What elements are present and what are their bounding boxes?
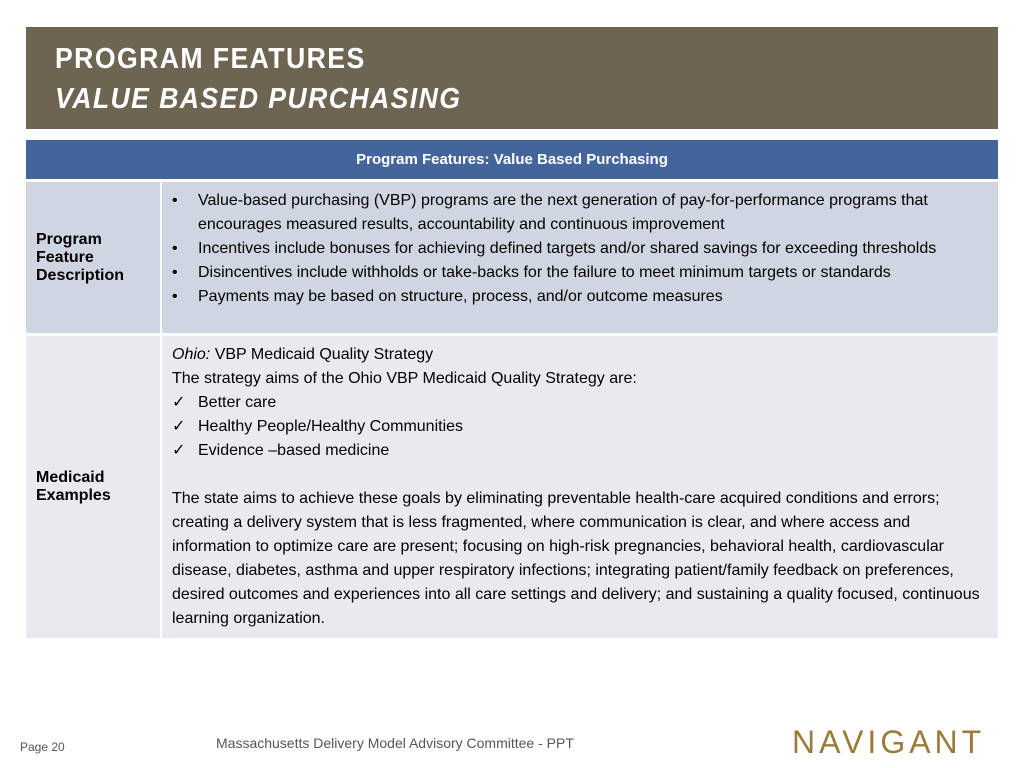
row-label: Program Feature Description (26, 182, 162, 333)
navigant-logo: NAVIGANT (792, 724, 986, 760)
list-item: • Payments may be based on structure, process, and/or outcome measures (172, 288, 723, 305)
row-label: Medicaid Examples (26, 336, 162, 638)
features-table (26, 137, 998, 641)
table-row (26, 182, 998, 333)
table-row (26, 336, 998, 638)
slide-title: PROGRAM FEATURES (55, 43, 366, 75)
table-header: Program Features: Value Based Purchasing (26, 140, 998, 179)
state-name: Ohio: (172, 346, 211, 363)
list-item: • Disincentives include withholds or take-backs for the failure to meet minimum targets or standards (172, 264, 891, 281)
title-bar (26, 27, 998, 129)
slide-subtitle: VALUE BASED PURCHASING (55, 83, 462, 115)
check-icon: ✓ (172, 442, 186, 459)
footer-text: Massachusetts Delivery Model Advisory Committee - PPT (216, 735, 574, 751)
check-item: ✓ Better care (172, 391, 988, 415)
intro-text: The strategy aims of the Ohio VBP Medicaid Quality Strategy are: (172, 370, 637, 387)
row-content (162, 182, 998, 333)
check-icon: ✓ (172, 394, 186, 411)
check-item: ✓ Evidence –based medicine (172, 439, 988, 463)
page-number: Page 20 (20, 740, 65, 754)
check-icon: ✓ (172, 418, 186, 435)
list-item: • Value-based purchasing (VBP) programs are the next generation of pay-for-performance programs that encourages measured results, accountability and continuous improvement (172, 192, 928, 233)
check-item: ✓ Healthy People/Healthy Communities (172, 415, 988, 439)
description-paragraph: The state aims to achieve these goals by eliminating preventable health-care acquired conditions and errors; creating a delivery system that is less fragmented, where communication is clear, and where access and information to optimize care are present; focusing on high-risk pregnancies, behavioral health, cardiovascular disease, diabetes, asthma and upper respiratory infections; integrating patient/family feedback on preferences, desired outcomes and experiences into all care settings and delivery; and sustaining a quality focused, continuous learning organization. (172, 490, 980, 627)
list-item: • Incentives include bonuses for achieving defined targets and/or shared savings for exceeding thresholds (172, 240, 937, 257)
row-content: Ohio: VBP Medicaid Quality Strategy The strategy aims of the Ohio VBP Medicaid Quality Strategy are: ✓ Better care ✓ Healthy People/Healthy Communities ✓ Evidence –based medicine The state aims to achieve these goals by eliminating preventable health-care acquired conditions and errors; creating a delivery system that is less fragmented, where communication is clear, and where access and information to optimize care are present; focusing on high-risk pregnancies, behavioral health, cardiovascular disease, diabetes, asthma and upper respiratory infections; integrating patient/family feedback on preferences, desired outcomes and experiences into all care settings and delivery; and sustaining a quality focused, continuous learning organization. (162, 336, 998, 638)
